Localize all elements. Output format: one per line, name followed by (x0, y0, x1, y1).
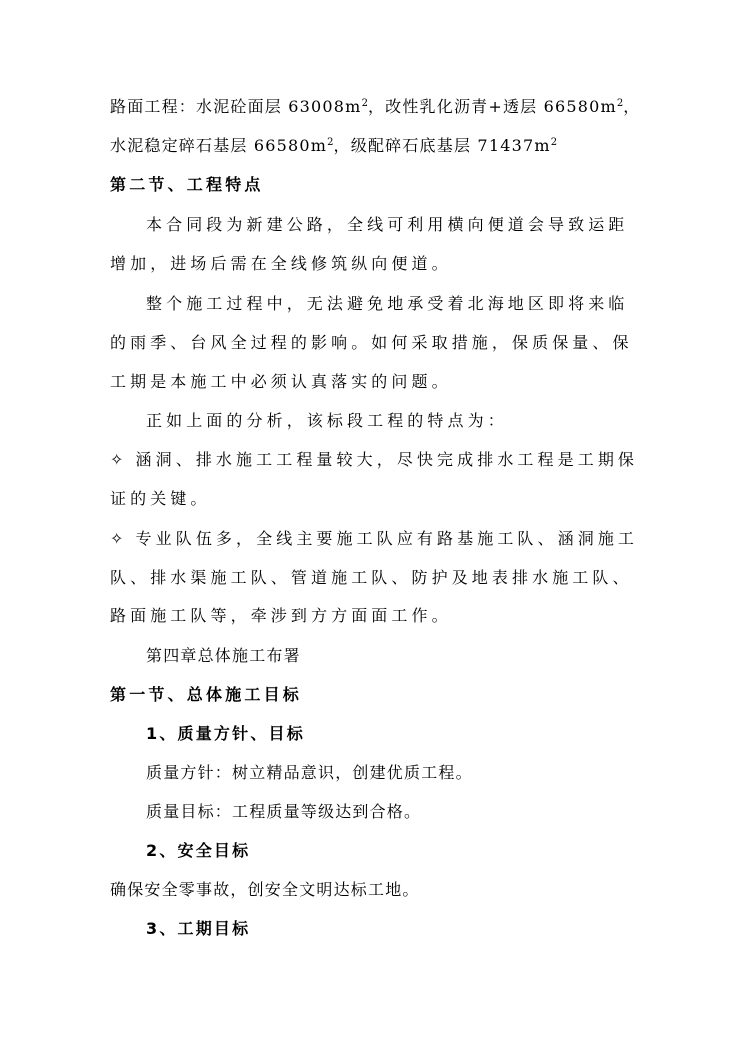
bullet-2-line-3: 路面施工队等，牵涉到方方面面工作。 (110, 606, 452, 625)
item-3-heading: 3、工期目标 (146, 919, 251, 938)
item-1-heading: 1、质量方针、目标 (146, 724, 305, 743)
bullet-2-line-1 (110, 527, 638, 551)
pavement-line-1-end: ， (623, 97, 641, 116)
section-2-heading: 第二节、工程特点 (110, 175, 264, 194)
pavement-line-2-text-2: ，级配碎石底基层 71437m (333, 136, 551, 155)
pavement-line-2-text: 水泥稳定碎石基层 66580m (110, 136, 328, 155)
pavement-line-1-text-2: ，改性乳化沥青+透层 66580m (367, 97, 617, 116)
superscript-2: 2 (327, 137, 334, 148)
paragraph-2-line-3: 工期是本施工中必须认真落实的问题。 (110, 372, 452, 391)
diamond-bullet-icon: ✧ (110, 529, 128, 548)
quality-target-text: 质量目标：工程质量等级达到合格。 (146, 802, 422, 821)
section-1-heading: 第一节、总体施工目标 (110, 685, 303, 704)
diamond-bullet-icon: ✧ (110, 450, 128, 469)
paragraph-2-line-2: 的雨季、台风全过程的影响。如何采取措施，保质保量、保 (110, 333, 633, 352)
superscript-2: 2 (550, 137, 558, 148)
paragraph-2-line-1: 整个施工过程中，无法避免地承受着北海地区即将来临 (146, 294, 629, 313)
bullet-1-line-2: 证的关键。 (110, 489, 211, 508)
paragraph-1-line-1: 本合同段为新建公路，全线可利用横向便道会导致运距 (146, 215, 629, 234)
safety-target-text: 确保安全零事故，创安全文明达标工地。 (110, 880, 420, 899)
pavement-line-1 (110, 95, 641, 119)
paragraph-1-line-2: 增加，进场后需在全线修筑纵向便道。 (110, 254, 452, 273)
quality-policy-text: 质量方针：树立精品意识，创建优质工程。 (146, 763, 473, 782)
bullet-1-line-1 (110, 448, 638, 472)
pavement-line-1-text: 路面工程：水泥砼面层 63008m (110, 97, 362, 116)
bullet-1-text: 涵洞、排水施工工程量较大，尽快完成排水工程是工期保 (135, 450, 639, 469)
item-2-heading: 2、安全目标 (146, 841, 251, 860)
chapter-4-title: 第四章总体施工布署 (146, 646, 301, 665)
superscript-2: 2 (361, 98, 368, 109)
bullet-2-line-2: 队、排水渠施工队、管道施工队、防护及地表排水施工队、 (110, 568, 633, 587)
superscript-2: 2 (616, 98, 624, 109)
bullet-2-text: 专业队伍多，全线主要施工队应有路基施工队、涵洞施工 (135, 529, 639, 548)
pavement-line-2 (110, 134, 638, 158)
paragraph-3-line-1: 正如上面的分析，该标段工程的特点为： (146, 411, 508, 430)
